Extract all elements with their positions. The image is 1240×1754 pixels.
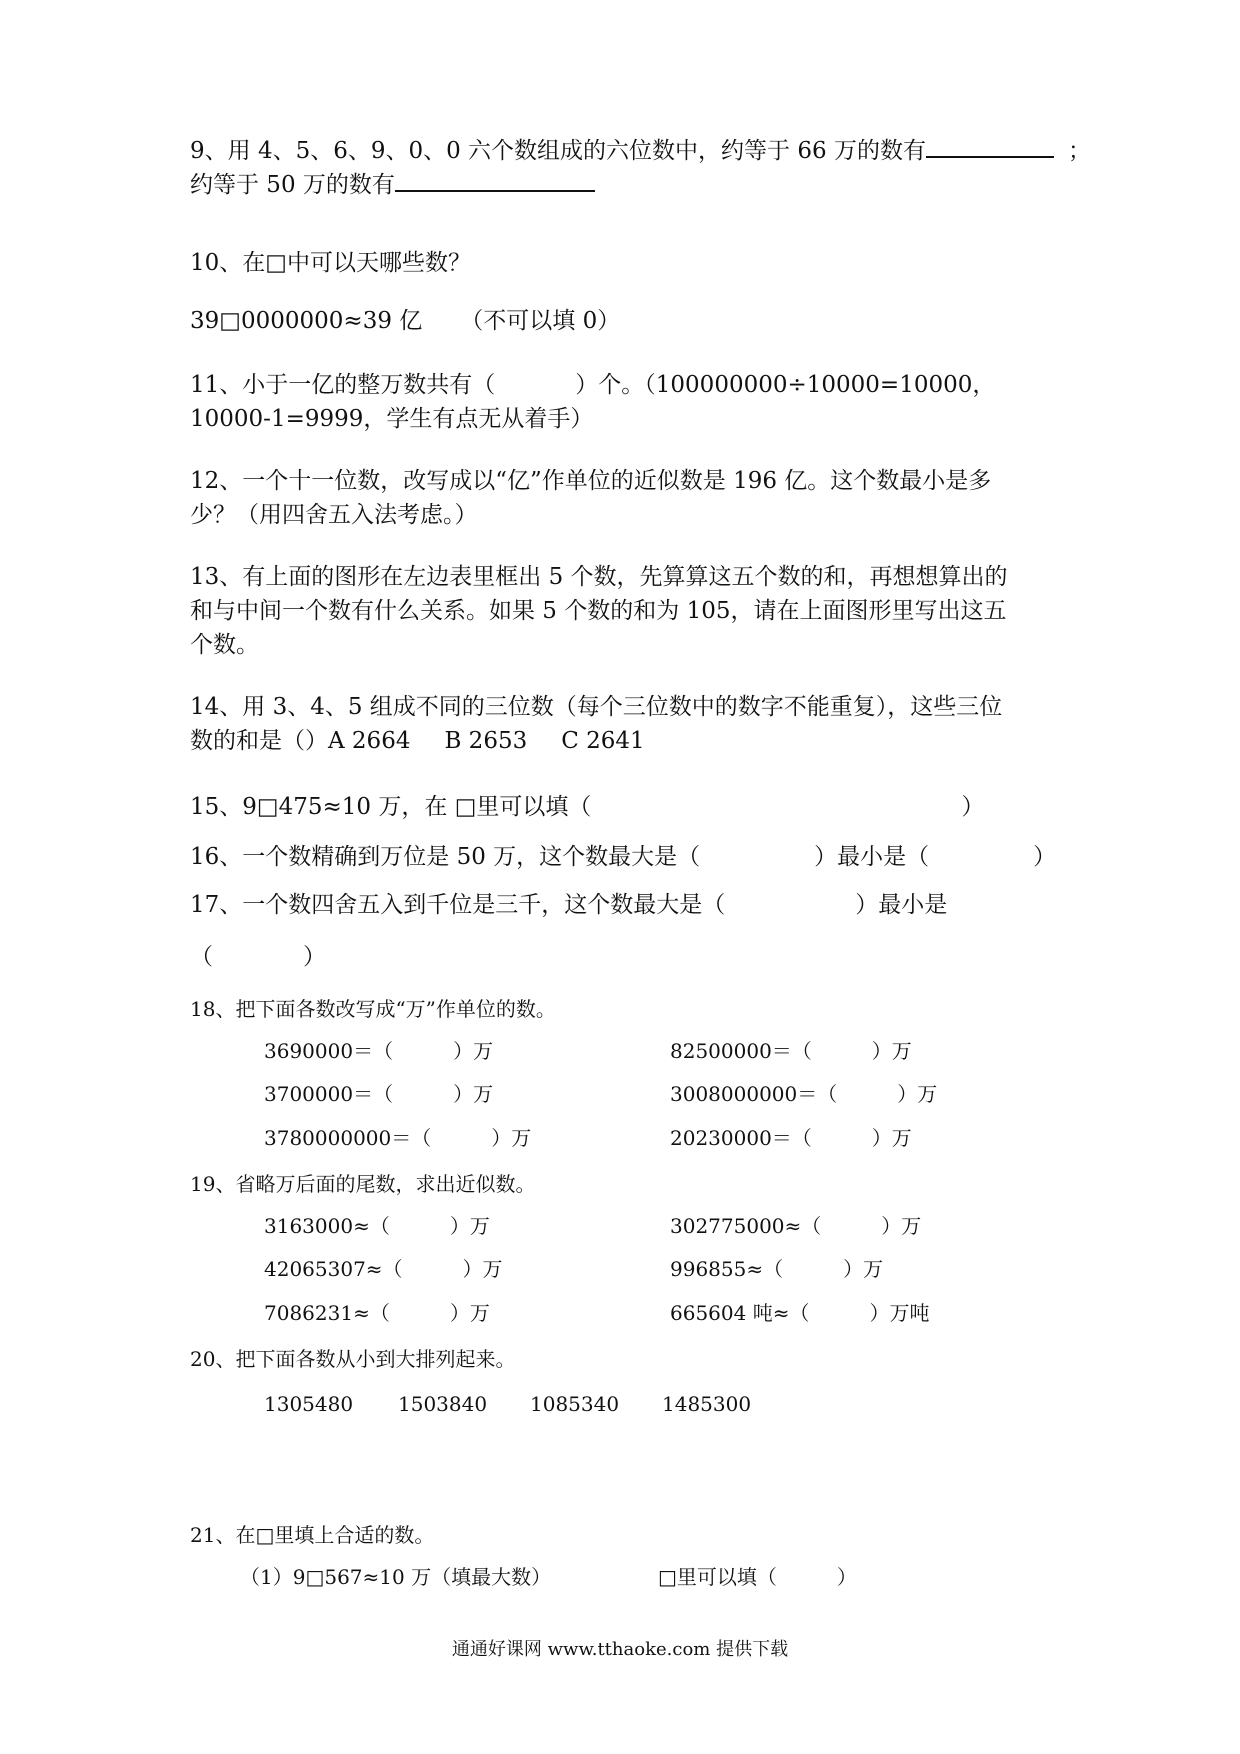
q21-sub1-answer: □里可以填（ ）	[658, 1565, 857, 1589]
q20-number: 1503840	[398, 1392, 488, 1416]
q15-close: ）	[961, 794, 985, 820]
q18-title: 18、把下面各数改写成“万”作单位的数。	[190, 997, 556, 1021]
q20-title: 20、把下面各数从小到大排列起来。	[190, 1347, 516, 1371]
q9-line1	[190, 134, 1091, 168]
q11-text-b: ）个。（100000000÷10000=10000，	[575, 372, 996, 398]
q11-text: 11、小于一亿的整万数共有（	[190, 372, 496, 398]
q19-item: 42065307≈（ ）万	[264, 1257, 503, 1281]
q18-item: 3008000000＝（ ）万	[670, 1082, 938, 1106]
q19-item: 665604 吨≈（ ）万吨	[670, 1301, 930, 1325]
q14-option-c: C 2641	[561, 728, 645, 754]
q14-option-a: 数的和是（）A 2664	[190, 728, 411, 754]
q10-title: 10、在□中可以天哪些数？	[190, 250, 471, 276]
q19-item: 3163000≈（ ）万	[264, 1214, 490, 1238]
q19-item: 996855≈（ ）万	[670, 1257, 884, 1281]
q17-line1	[190, 888, 947, 922]
q17-text: 17、一个数四舍五入到千位是三千，这个数最大是（	[190, 892, 726, 918]
q10-expression	[190, 304, 620, 338]
q17-text-b: ）最小是	[855, 892, 948, 918]
q11-line1	[190, 368, 995, 402]
q20-number: 1085340	[530, 1392, 620, 1416]
q13-line1: 13、有上面的图形在左边表里框出 5 个数，先算算这五个数的和，再想想算出的	[190, 564, 1008, 590]
q11-line2: 10000-1=9999，学生有点无从着手）	[190, 406, 594, 432]
q14-option-b: B 2653	[444, 728, 528, 754]
q9-line2	[190, 168, 595, 202]
q21-title: 21、在□里填上合适的数。	[190, 1523, 435, 1547]
q20-number: 1305480	[264, 1392, 354, 1416]
q14-line1: 14、用 3、4、5 组成不同的三位数（每个三位数中的数字不能重复），这些三位	[190, 694, 1003, 720]
q10-note: （不可以填 0）	[460, 308, 621, 334]
q18-item: 3690000＝（ ）万	[264, 1039, 494, 1063]
q18-item: 3700000＝（ ）万	[264, 1082, 494, 1106]
q9-text: 9、用 4、5、6、9、0、0 六个数组成的六位数中，约等于 66 万的数有	[190, 138, 926, 164]
q16-close: ）	[1033, 844, 1057, 870]
q13-line3: 个数。	[190, 632, 259, 658]
q16-line	[190, 840, 1056, 874]
q17-line2	[190, 940, 326, 974]
q9-text-2: 约等于 50 万的数有	[190, 172, 395, 198]
q16-text-b: ）最小是（	[814, 844, 930, 870]
q9-semicolon: ；	[1067, 138, 1091, 164]
q12-line1: 12、一个十一位数，改写成以“亿”作单位的近似数是 196 亿。这个数最小是多	[190, 468, 992, 494]
q15-text: 15、9□475≈10 万，在 □里可以填（	[190, 794, 592, 820]
q17-open: （	[190, 944, 213, 970]
q21-sub1: （1）9□567≈10 万（填最大数）	[240, 1565, 552, 1589]
q9-blank-1[interactable]	[926, 134, 1054, 158]
q19-title: 19、省略万后面的尾数，求出近似数。	[190, 1172, 536, 1196]
q19-item: 302775000≈（ ）万	[670, 1214, 922, 1238]
q20-number: 1485300	[662, 1392, 752, 1416]
q12-line2: 少？（用四舍五入法考虑。）	[190, 502, 478, 528]
q16-text: 16、一个数精确到万位是 50 万，这个数最大是（	[190, 844, 701, 870]
q13-line2: 和与中间一个数有什么关系。如果 5 个数的和为 105，请在上面图形里写出这五	[190, 598, 1007, 624]
q15-line	[190, 790, 984, 824]
q18-item: 82500000＝（ ）万	[670, 1039, 912, 1063]
q19-item: 7086231≈（ ）万	[264, 1301, 490, 1325]
footer-credit: 通通好课网 www.tthaoke.com 提供下载	[451, 1639, 789, 1660]
q18-item: 3780000000＝（ ）万	[264, 1126, 532, 1150]
q17-close: ）	[303, 944, 326, 970]
q14-line2	[190, 724, 645, 758]
q10-expr-text: 39□0000000≈39 亿	[190, 308, 423, 334]
q18-item: 20230000＝（ ）万	[670, 1126, 912, 1150]
q9-blank-2[interactable]	[395, 168, 595, 192]
